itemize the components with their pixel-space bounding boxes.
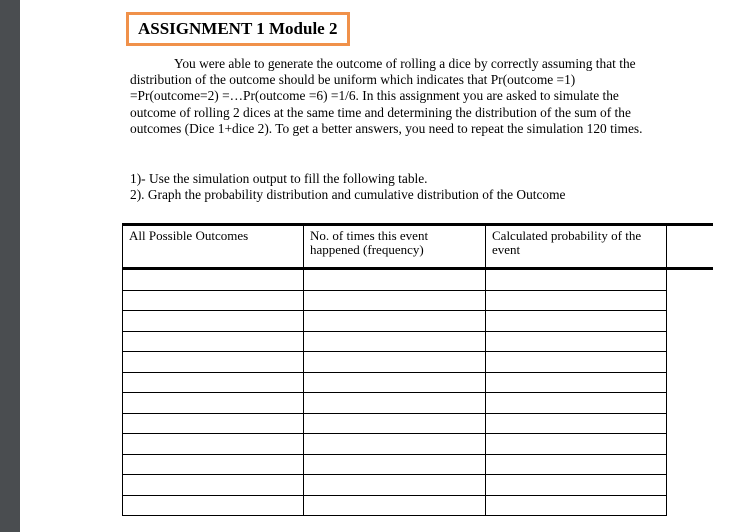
table-row bbox=[123, 413, 713, 434]
intro-section bbox=[130, 56, 650, 137]
probability-cell[interactable] bbox=[486, 311, 667, 332]
frequency-cell[interactable] bbox=[304, 434, 486, 455]
table-row bbox=[123, 475, 713, 496]
viewer-left-margin bbox=[0, 0, 20, 532]
table-row bbox=[123, 311, 713, 332]
spare-cell bbox=[667, 352, 713, 373]
intro-paragraph: You were able to generate the outcome of rolling a dice by correctly assuming that the distribution of the outcome should be uniform which indicates that Pr(outcome =1) =Pr(outcome=2) =…Pr(outcome =6) =1/6. In this assignment you are asked to simulate the outcome of rolling 2 dices at the same time and determining the distribution of the sum of the outcomes (Dice 1+dice 2). To get a better answers, you need to repeat the simulation 120 times. bbox=[130, 56, 643, 136]
assignment-title bbox=[126, 12, 350, 46]
header-all-possible-outcomes: All Possible Outcomes bbox=[123, 225, 304, 269]
table-row bbox=[123, 372, 713, 393]
frequency-cell[interactable] bbox=[304, 331, 486, 352]
table-row bbox=[123, 290, 713, 311]
probability-cell[interactable] bbox=[486, 269, 667, 291]
spare-cell bbox=[667, 331, 713, 352]
frequency-cell[interactable] bbox=[304, 372, 486, 393]
outcome-cell[interactable] bbox=[123, 311, 304, 332]
frequency-cell[interactable] bbox=[304, 393, 486, 414]
spare-cell bbox=[667, 290, 713, 311]
outcome-cell[interactable] bbox=[123, 495, 304, 516]
probability-cell[interactable] bbox=[486, 475, 667, 496]
assignment-title-text: ASSIGNMENT 1 Module 2 bbox=[138, 19, 338, 38]
probability-cell[interactable] bbox=[486, 413, 667, 434]
outcome-cell[interactable] bbox=[123, 393, 304, 414]
outcome-cell[interactable] bbox=[123, 290, 304, 311]
spare-cell bbox=[667, 311, 713, 332]
header-probability: Calculated probability of the event bbox=[486, 225, 667, 269]
spare-cell bbox=[667, 495, 713, 516]
header-spare-cell bbox=[667, 225, 713, 269]
spare-cell bbox=[667, 475, 713, 496]
table-header-row bbox=[123, 225, 713, 269]
frequency-cell[interactable] bbox=[304, 475, 486, 496]
probability-cell[interactable] bbox=[486, 434, 667, 455]
probability-cell[interactable] bbox=[486, 372, 667, 393]
outcome-cell[interactable] bbox=[123, 454, 304, 475]
frequency-cell[interactable] bbox=[304, 413, 486, 434]
spare-cell bbox=[667, 434, 713, 455]
outcome-cell[interactable] bbox=[123, 372, 304, 393]
instructions-list bbox=[130, 171, 650, 203]
table-row bbox=[123, 393, 713, 414]
frequency-cell[interactable] bbox=[304, 454, 486, 475]
frequency-cell[interactable] bbox=[304, 311, 486, 332]
table-row bbox=[123, 269, 713, 291]
probability-cell[interactable] bbox=[486, 495, 667, 516]
instruction-item: 2). Graph the probability distribution and cumulative distribution of the Outcome bbox=[130, 187, 566, 203]
probability-cell[interactable] bbox=[486, 454, 667, 475]
frequency-cell[interactable] bbox=[304, 352, 486, 373]
outcome-cell[interactable] bbox=[123, 413, 304, 434]
probability-cell[interactable] bbox=[486, 290, 667, 311]
outcome-cell[interactable] bbox=[123, 434, 304, 455]
spare-cell bbox=[667, 454, 713, 475]
spare-cell bbox=[667, 393, 713, 414]
table-row bbox=[123, 454, 713, 475]
probability-cell[interactable] bbox=[486, 331, 667, 352]
outcome-cell[interactable] bbox=[123, 269, 304, 291]
spare-cell bbox=[667, 269, 713, 291]
header-frequency: No. of times this event happened (frequency) bbox=[304, 225, 486, 269]
instruction-item: 1)- Use the simulation output to fill the following table. bbox=[130, 171, 428, 186]
table-row bbox=[123, 495, 713, 516]
spare-cell bbox=[667, 413, 713, 434]
table-row bbox=[123, 352, 713, 373]
probability-cell[interactable] bbox=[486, 393, 667, 414]
outcome-cell[interactable] bbox=[123, 331, 304, 352]
table-row bbox=[123, 434, 713, 455]
spare-cell bbox=[667, 372, 713, 393]
outcomes-table bbox=[122, 223, 713, 516]
frequency-cell[interactable] bbox=[304, 269, 486, 291]
probability-cell[interactable] bbox=[486, 352, 667, 373]
outcome-cell[interactable] bbox=[123, 352, 304, 373]
outcome-cell[interactable] bbox=[123, 475, 304, 496]
frequency-cell[interactable] bbox=[304, 495, 486, 516]
frequency-cell[interactable] bbox=[304, 290, 486, 311]
table-row bbox=[123, 331, 713, 352]
